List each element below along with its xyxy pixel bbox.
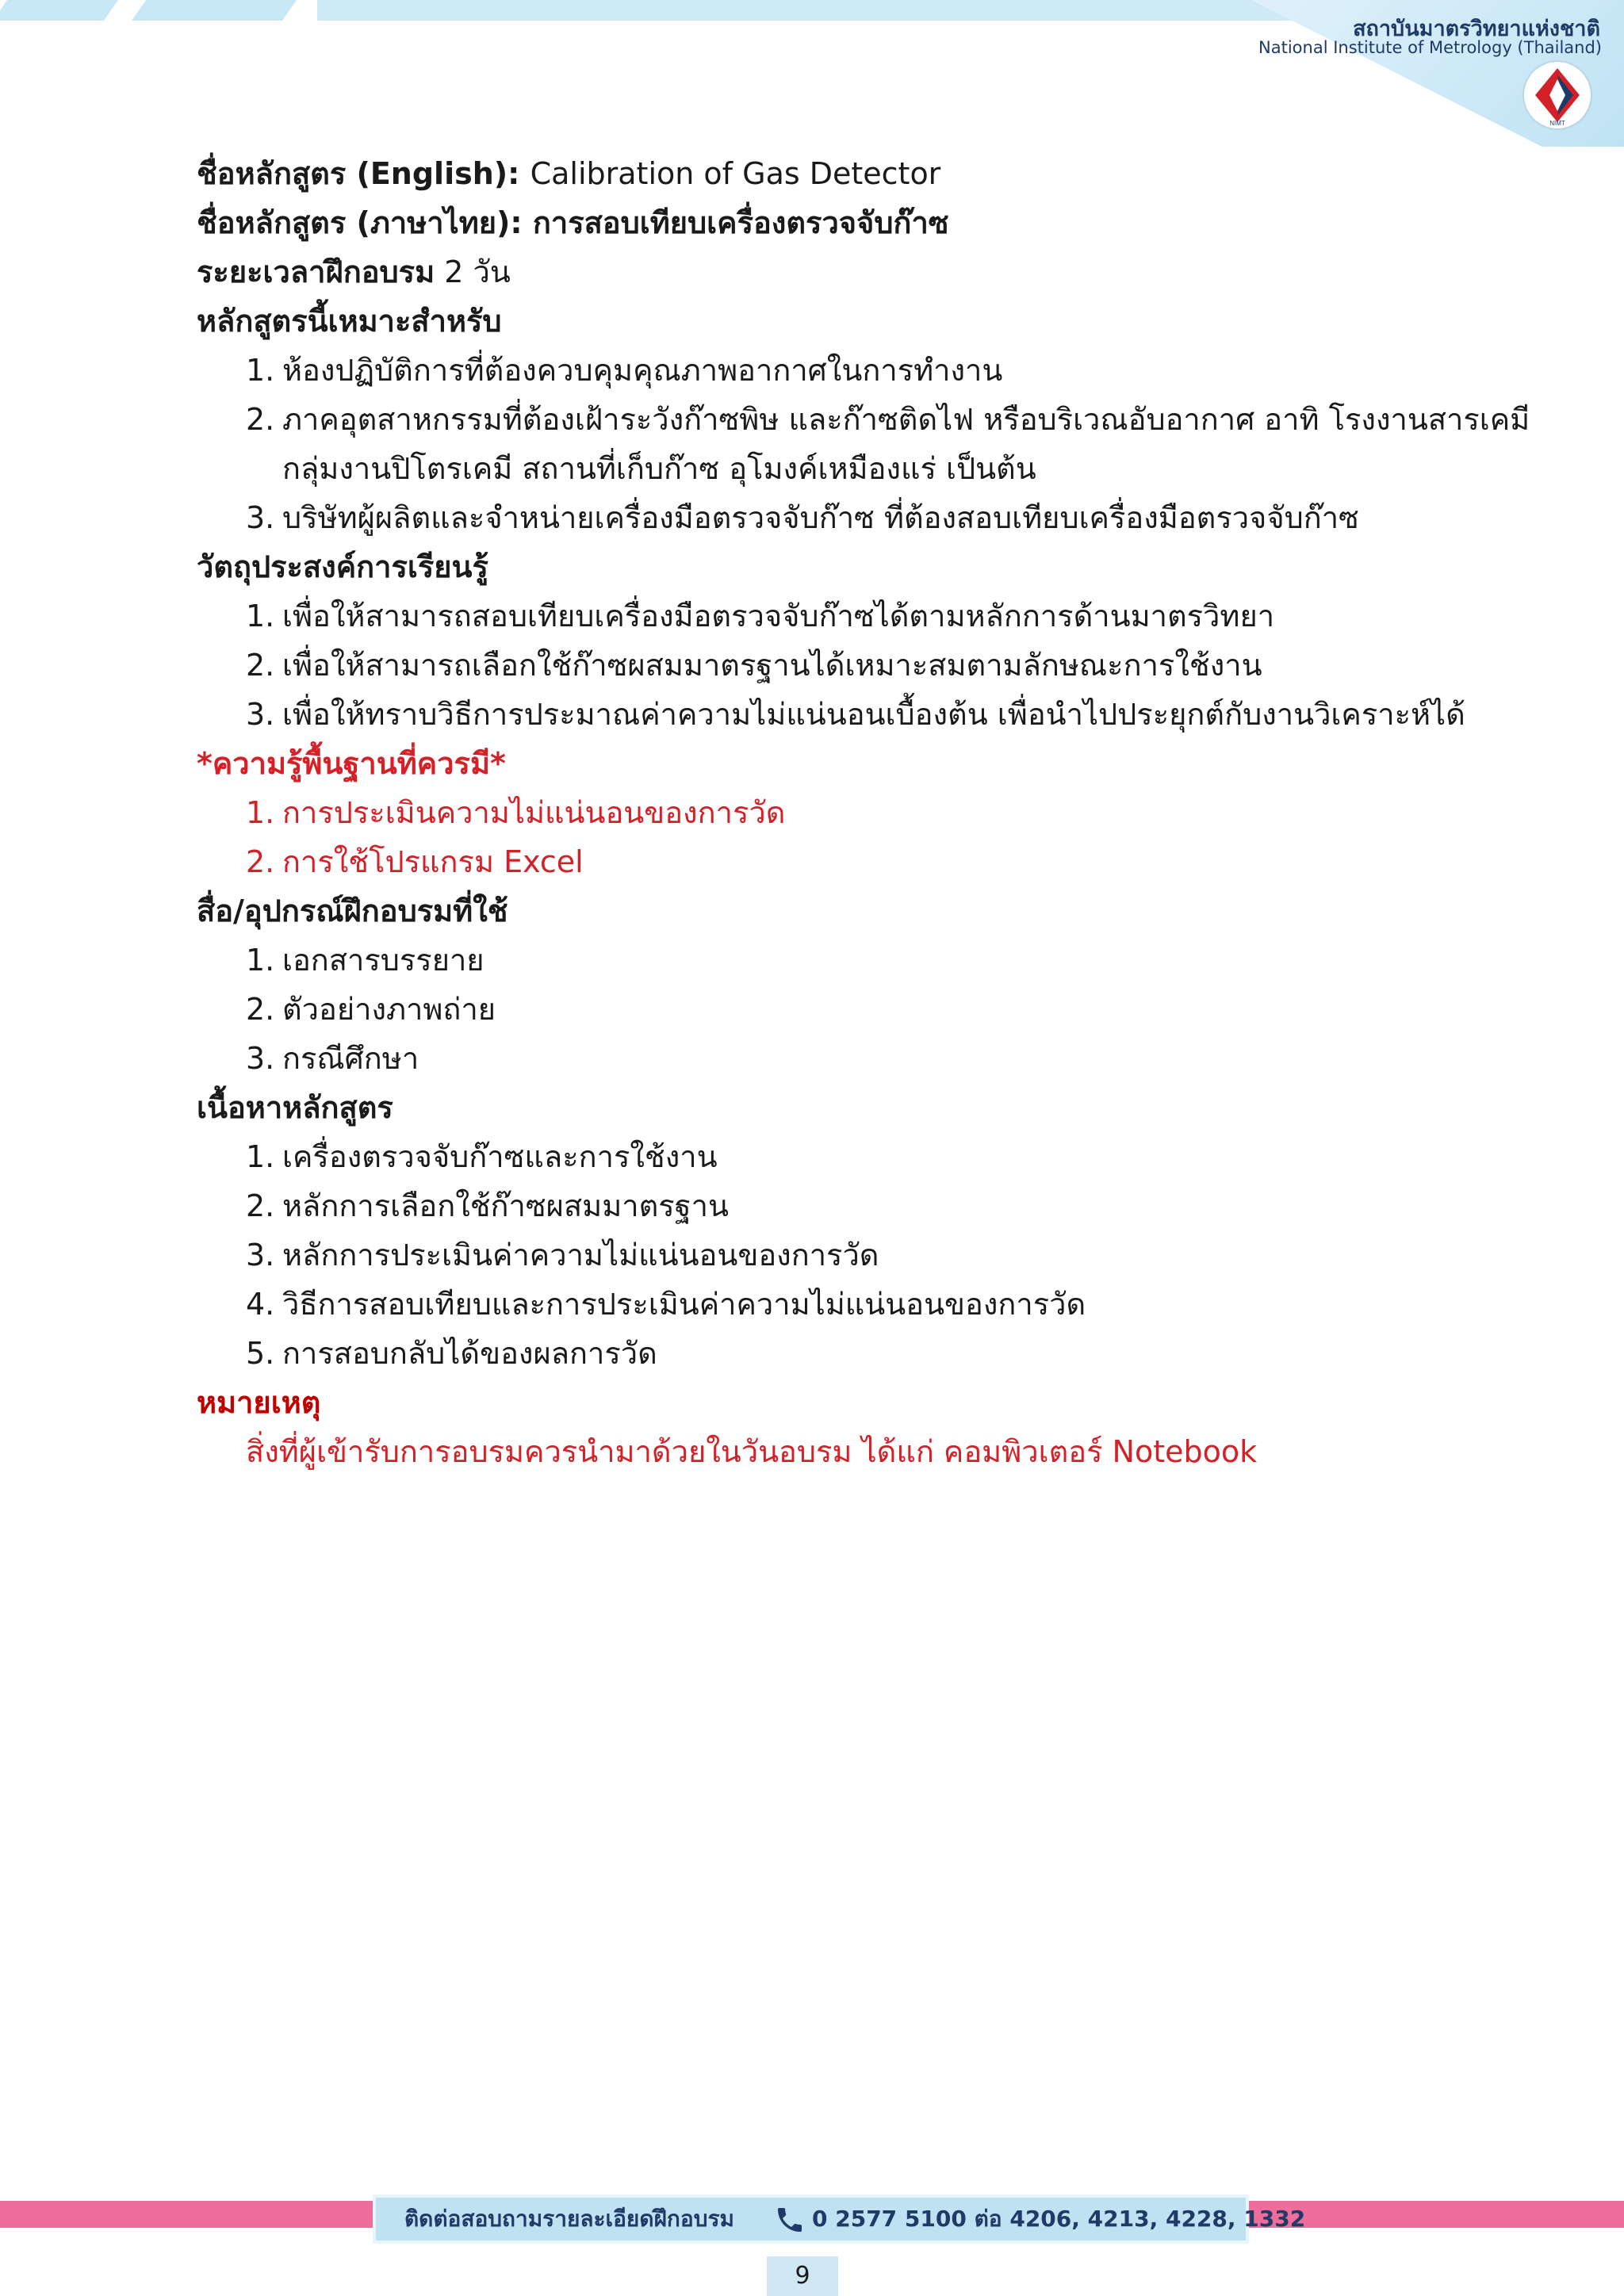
list-number: 3. (246, 1041, 275, 1076)
phone-icon (774, 2204, 806, 2236)
list-text: เอกสารบรรยาย (282, 943, 485, 978)
list-item (197, 1132, 1434, 1181)
list-text: หลักการเลือกใช้ก๊าซผสมมาตรฐาน (282, 1188, 729, 1223)
list-number: 1. (246, 1139, 275, 1174)
page-number: 9 (767, 2256, 838, 2296)
course-name-thai-label: ชื่อหลักสูตร (ภาษาไทย): (197, 205, 523, 240)
list-number: 3. (246, 1238, 275, 1272)
list-item (197, 591, 1434, 641)
section-heading-contents: เนื้อหาหลักสูตร (197, 1090, 393, 1125)
list-item-continuation: กลุ่มงานปิโตรเคมี สถานที่เก็บก๊าซ อุโมงค์เหมืองแร่ เป็นต้น (282, 451, 1036, 486)
list-text: กรณีศึกษา (282, 1041, 419, 1076)
contact-label: ติดต่อสอบถามรายละเอียดฝึกอบรม (404, 2206, 734, 2232)
list-item (197, 936, 1434, 985)
list-text: ภาคอุตสาหกรรมที่ต้องเฝ้าระวังก๊าซพิษ และก๊าซติดไฟ หรือบริเวณอับอากาศ อาทิ โรงงานสารเคมี (282, 402, 1530, 437)
list-number: 2. (246, 648, 275, 683)
list-number: 2. (246, 402, 275, 437)
list-text: เครื่องตรวจจับก๊าซและการใช้งาน (282, 1139, 718, 1174)
course-name-english (197, 149, 1434, 198)
duration-value: 2 วัน (444, 254, 511, 289)
list-number: 2. (246, 1188, 275, 1223)
list-item (197, 837, 1434, 886)
list-text: หลักการประเมินค่าความไม่แน่นอนของการวัด (282, 1238, 879, 1272)
list-text: เพื่อให้สามารถเลือกใช้ก๊าซผสมมาตรฐานได้เหมาะสมตามลักษณะการใช้งาน (282, 648, 1262, 683)
list-text: เพื่อให้สามารถสอบเทียบเครื่องมือตรวจจับก๊าซได้ตามหลักการด้านมาตรวิทยา (282, 599, 1275, 633)
section-heading-prerequisites: *ความรู้พื้นฐานที่ควรมี* (197, 746, 506, 781)
section-heading-suitable-for: หลักสูตรนี้เหมาะสำหรับ (197, 304, 502, 339)
list-item (197, 788, 1434, 837)
course-name-english-value: Calibration of Gas Detector (530, 156, 941, 191)
section-heading-objectives: วัตถุประสงค์การเรียนรู้ (197, 549, 488, 584)
course-duration (197, 247, 1434, 297)
institute-name-thai: สถาบันมาตรวิทยาแห่งชาติ (1353, 17, 1600, 41)
list-number: 3. (246, 500, 275, 535)
section-heading-materials: สื่อ/อุปกรณ์ฝึกอบรมที่ใช้ (197, 894, 508, 928)
list-number: 1. (246, 599, 275, 633)
list-number: 2. (246, 844, 275, 879)
list-number: 1. (246, 943, 275, 978)
list-item (197, 690, 1465, 739)
header-stripe (0, 0, 118, 21)
list-item (197, 1230, 1434, 1280)
section-heading-note: หมายเหตุ (197, 1385, 321, 1420)
list-text: การสอบกลับได้ของผลการวัด (282, 1336, 657, 1371)
list-item (197, 493, 1434, 542)
duration-label: ระยะเวลาฝึกอบรม (197, 254, 435, 289)
course-document (197, 149, 1530, 1476)
list-number: 2. (246, 992, 275, 1027)
list-item (197, 1181, 1434, 1230)
list-item (197, 346, 1434, 395)
list-text: บริษัทผู้ผลิตและจำหน่ายเครื่องมือตรวจจับก๊าซ ที่ต้องสอบเทียบเครื่องมือตรวจจับก๊าซ (282, 500, 1359, 535)
list-item (197, 1329, 1434, 1378)
header-stripe (132, 0, 297, 21)
header-bar (317, 0, 1300, 21)
course-name-english-label: ชื่อหลักสูตร (English): (197, 156, 520, 191)
list-text: การใช้โปรแกรม Excel (282, 844, 584, 879)
institute-name-english: National Institute of Metrology (Thailand) (1258, 38, 1602, 57)
list-item (197, 641, 1434, 690)
list-number: 1. (246, 795, 275, 830)
nimt-logo-icon (1524, 62, 1591, 128)
list-text: ห้องปฏิบัติการที่ต้องควบคุมคุณภาพอากาศในการทำงาน (282, 353, 1003, 388)
list-text: เพื่อให้ทราบวิธีการประมาณค่าความไม่แน่นอนเบื้องต้น เพื่อนำไปประยุกต์กับงานวิเคราะห์ได้ (282, 697, 1465, 732)
list-item (197, 1034, 1434, 1083)
list-item (197, 985, 1434, 1034)
list-number: 4. (246, 1287, 275, 1322)
footer-contact-box (373, 2195, 1306, 2244)
contact-phone: 0 2577 5100 ต่อ 4206, 4213, 4228, 1332 (812, 2206, 1306, 2232)
list-text: ตัวอย่างภาพถ่าย (282, 992, 496, 1027)
list-text: การประเมินความไม่แน่นอนของการวัด (282, 795, 786, 830)
list-number: 5. (246, 1336, 275, 1371)
list-number: 1. (246, 353, 275, 388)
list-item (197, 395, 1530, 444)
course-name-thai (197, 198, 1434, 247)
logo-text: NIMT (1549, 120, 1565, 127)
list-number: 3. (246, 697, 275, 732)
note-text: สิ่งที่ผู้เข้ารับการอบรมควรนำมาด้วยในวันอบรม ได้แก่ คอมพิวเตอร์ Notebook (246, 1434, 1258, 1469)
list-item (197, 1280, 1434, 1329)
course-name-thai-value: การสอบเทียบเครื่องตรวจจับก๊าซ (532, 205, 949, 240)
list-text: วิธีการสอบเทียบและการประเมินค่าความไม่แน่นอนของการวัด (282, 1287, 1086, 1322)
